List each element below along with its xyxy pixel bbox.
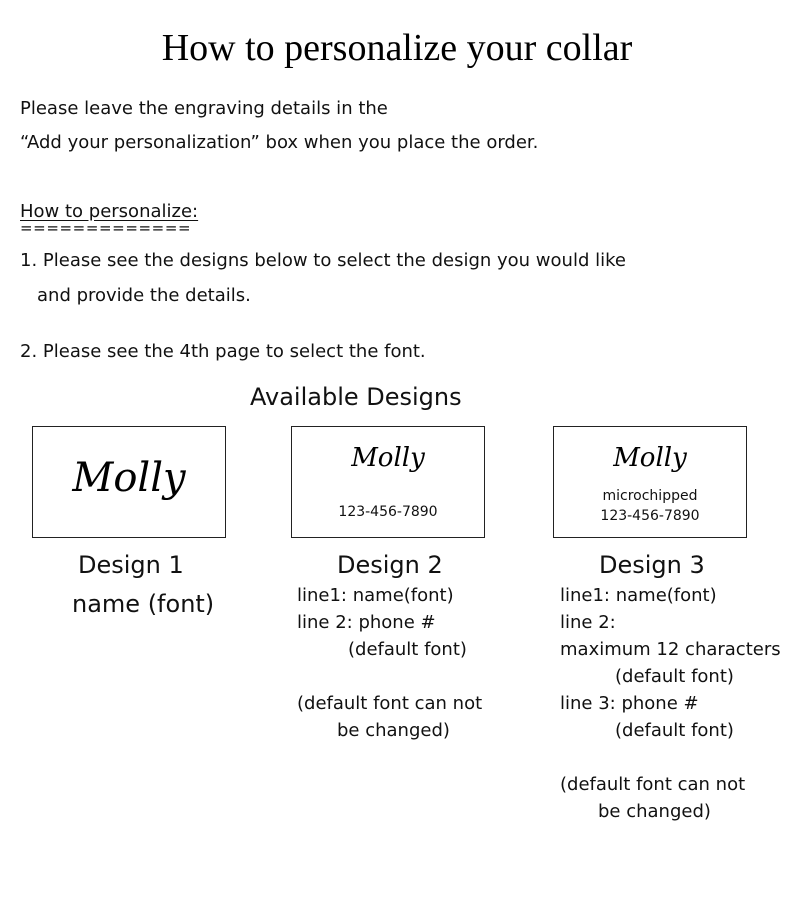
design-3-detail-line-5: line 3: phone # bbox=[560, 693, 699, 714]
design-3-detail-line-4: (default font) bbox=[615, 666, 734, 687]
design-1-detail: name (font) bbox=[72, 590, 215, 618]
design-3-phone-sample: 123-456-7890 bbox=[600, 508, 700, 524]
design-3-detail-line-1: line1: name(font) bbox=[560, 585, 717, 606]
design-3-label: Design 3 bbox=[599, 551, 705, 579]
design-3-line2-sample: microchipped bbox=[602, 488, 698, 504]
separator-line: ============= bbox=[20, 219, 192, 237]
page-title: How to personalize your collar bbox=[161, 27, 633, 69]
design-2-preview bbox=[291, 426, 485, 538]
intro-line-2: “Add your personalization” box when you place the order. bbox=[20, 132, 539, 153]
design-3-detail-line-6: (default font) bbox=[615, 720, 734, 741]
available-designs-heading: Available Designs bbox=[250, 383, 462, 411]
design-3-detail-line-9: be changed) bbox=[598, 801, 711, 822]
design-3-name-sample: Molly bbox=[613, 443, 687, 473]
design-1-name-sample: Molly bbox=[72, 455, 186, 501]
intro-line-1: Please leave the engraving details in the bbox=[20, 98, 388, 119]
howto-heading: How to personalize: bbox=[20, 201, 199, 222]
design-3-detail-line-2: line 2: bbox=[560, 612, 616, 633]
design-2-name-sample: Molly bbox=[351, 443, 425, 473]
design-3-detail-line-8: (default font can not bbox=[560, 774, 746, 795]
design-2-detail-line-5: (default font can not bbox=[297, 693, 483, 714]
design-2-label: Design 2 bbox=[337, 551, 443, 579]
design-3-preview bbox=[553, 426, 747, 538]
design-3-detail-line-3: maximum 12 characters bbox=[560, 639, 781, 660]
design-2-phone-sample: 123-456-7890 bbox=[338, 504, 438, 520]
design-1-preview bbox=[32, 426, 226, 538]
design-2-detail-line-6: be changed) bbox=[337, 720, 450, 741]
design-1-label: Design 1 bbox=[78, 551, 184, 579]
step-1-line-2: and provide the details. bbox=[37, 285, 251, 306]
design-2-detail-line-3: (default font) bbox=[348, 639, 467, 660]
step-2: 2. Please see the 4th page to select the font. bbox=[20, 341, 426, 362]
step-1-line-1: 1. Please see the designs below to select the design you would like bbox=[20, 250, 626, 271]
design-2-detail-line-2: line 2: phone # bbox=[297, 612, 436, 633]
design-2-detail-line-1: line1: name(font) bbox=[297, 585, 454, 606]
